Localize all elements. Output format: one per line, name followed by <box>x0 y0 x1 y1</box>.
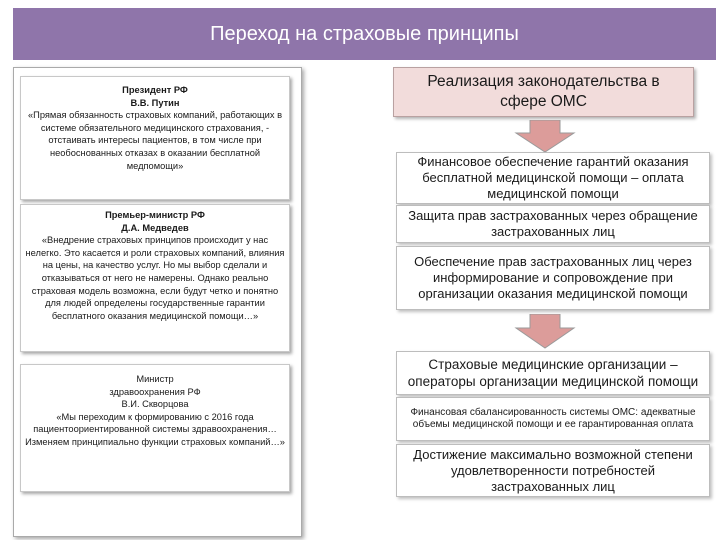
down-arrow-icon <box>512 314 578 350</box>
quote-putin <box>20 76 290 200</box>
flow-item-text: Обеспечение прав застрахованных лиц через информирование и сопровождение при организации оказания медицинской помощи <box>414 254 692 301</box>
flow-item-text: Финансовое обеспечение гарантий оказания бесплатной медицинской помощи – оплата медицинской помощи <box>417 154 689 201</box>
flow-item-balance <box>396 397 710 441</box>
quote-text: «Мы переходим к формированию с 2016 года пациентоориентированной системы здравоохранения… Изменяем принципиально функции страховых компаний…» <box>25 411 285 447</box>
insurance-orgs-text: Страховые медицинские организации – операторы организации медицинской помощи <box>407 357 699 389</box>
flow-item-satisfaction <box>396 444 710 497</box>
quote-text: «Прямая обязанность страховых компаний, работающих в системе обязательного медицинского страхования, - отстаивать интересы пациентов, в том числе при необоснованных отказах в оказании бесплатной медпомощи» <box>27 110 283 171</box>
quote-author: Президент РФ В.В. Путин <box>122 85 188 108</box>
flow-item-text: Достижение максимально возможной степени удовлетворенности потребностей застрахованных лиц <box>413 446 693 494</box>
quote-author: Министр здравоохранения РФ В.И. Скворцова <box>109 374 201 410</box>
quote-author: Премьер-министр РФ Д.А. Медведев <box>105 210 205 233</box>
flow-item-text: Финансовая сбалансированность системы ОМС: адекватные объемы медицинской помощи и ее гарантированная оплата <box>410 406 696 430</box>
slide-title-text: Переход на страховые принципы <box>210 22 519 45</box>
flow-item-text: Защита прав застрахованных через обращение застрахованных лиц <box>408 208 698 239</box>
quote-text: «Внедрение страховых принципов происходит у нас нелегко. Это касается и роли страховых компаний, влияния на цены, на качество услуг. Но мы выбор сделали и отказываться от него не намерены. Однако реально страховая модель возможна, если будут четко и понятно для людей определены государственные гарантии бесплатного оказания медицинской помощи…» <box>25 235 285 321</box>
flow-item-financing <box>396 152 710 204</box>
quote-medvedev <box>20 204 290 352</box>
slide-title <box>13 8 716 60</box>
down-arrow-icon <box>512 120 578 154</box>
omc-legislation-text: Реализация законодательства в сфере ОМС <box>427 73 660 110</box>
flow-item-protection <box>396 205 710 243</box>
quote-skvortsova <box>20 364 290 492</box>
flow-item-information <box>396 246 710 310</box>
omc-legislation-box <box>393 67 694 117</box>
insurance-orgs-box <box>396 351 710 395</box>
